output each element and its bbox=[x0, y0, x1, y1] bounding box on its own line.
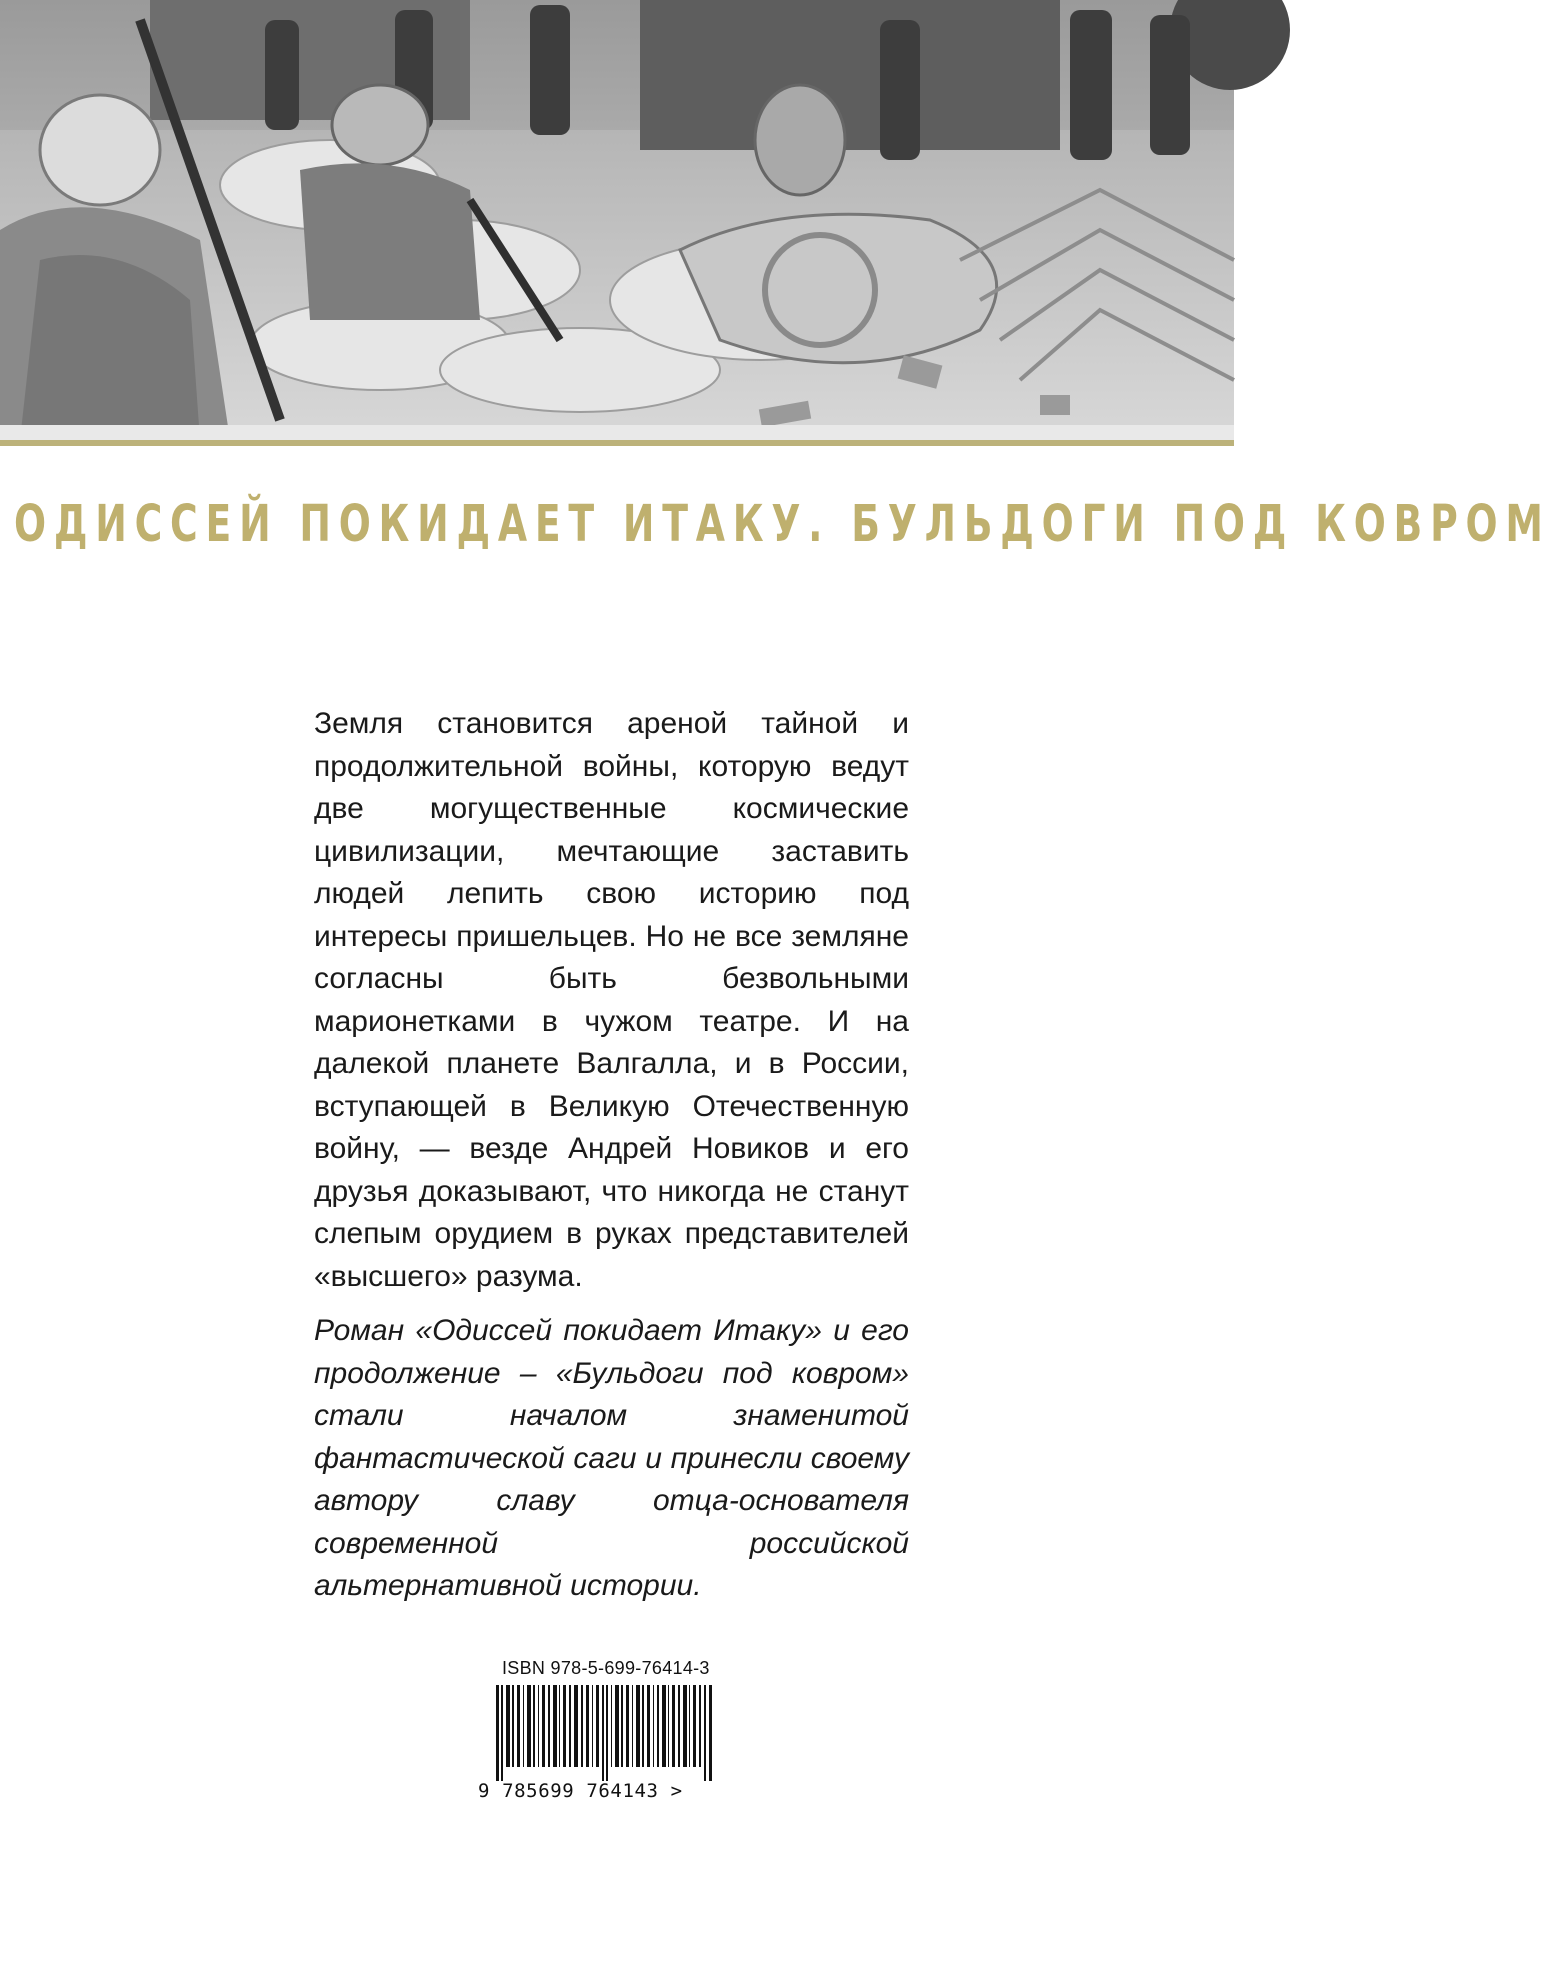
isbn-barcode bbox=[478, 1658, 738, 1802]
cover-illustration bbox=[0, 0, 1234, 440]
annotation-text bbox=[314, 703, 909, 1608]
isbn-label: ISBN 978-5-699-76414-3 bbox=[502, 1658, 710, 1678]
annotation-italic-paragraph: Роман «Одиссей покидает Итаку» и его продолжение – «Бульдоги под ковром» стали началом знаменитой фантастической саги и принесли своему автору славу отца-основателя современной российской альтернативной истории. bbox=[314, 1314, 909, 1602]
annotation-paragraph: Земля становится ареной тайной и продолжительной войны, которую ведут две могущественные космические цивилизации, мечтающие заставить людей лепить свою историю под интересы пришельцев. Но не все земляне согласны быть безвольными марионетками в чужом театре. И на далекой планете Валгалла, и в России, вступающей в Великую Отечественную войну, — везде Андрей Новиков и его друзья доказывают, что никогда не станут слепым орудием в руках представителей «высшего» разума. bbox=[314, 707, 909, 1293]
series-title: ОДИССЕЙ ПОКИДАЕТ ИТАКУ. БУЛЬДОГИ ПОД КОВРОМ bbox=[14, 495, 1551, 554]
barcode-icon bbox=[496, 1685, 718, 1781]
soldiers-barricade-illustration-icon bbox=[0, 0, 1234, 440]
gold-divider bbox=[0, 440, 1234, 446]
barcode-digits: 9 785699 764143 > bbox=[478, 1780, 683, 1802]
